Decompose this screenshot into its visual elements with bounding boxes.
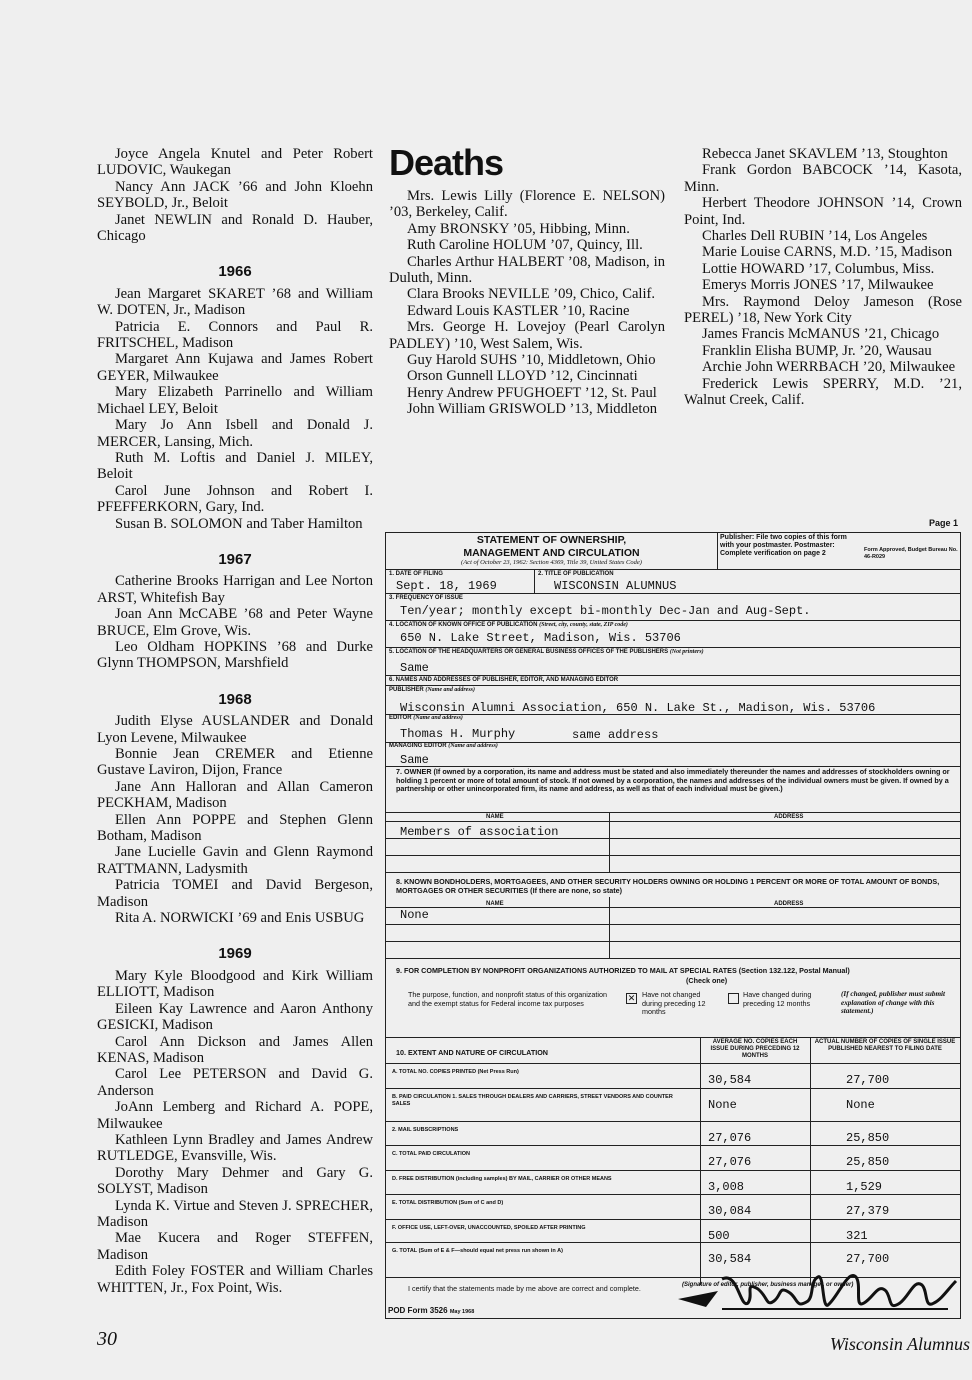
wedding-entry: Mary Jo Ann Isbell and Donald J. MERCER, Lansing, Mich.	[97, 417, 373, 450]
death-entry: Rebecca Janet SKAVLEM ’13, Stoughton	[702, 146, 948, 162]
ownership-statement-form	[385, 532, 961, 1319]
label-circulation: 10. EXTENT AND NATURE OF CIRCULATION	[396, 1048, 549, 1057]
death-entry: Charles Arthur HALBERT ’08, Madison, in Duluth, Minn.	[389, 253, 665, 287]
owner-address-header: ADDRESS	[774, 814, 804, 820]
wedding-entry: Ellen Ann POPPE and Stephen Glenn Botham, Madison	[97, 811, 373, 845]
circulation-actual-value: 27,700	[846, 1073, 890, 1087]
circulation-row-label: A. TOTAL NO. COPIES PRINTED (Net Press Run)	[392, 1069, 519, 1075]
signature-label: (Signature of editor, publisher, business manager, or owner)	[682, 1282, 854, 1288]
death-entry: Ruth Caroline HOLUM ’07, Quincy, Ill.	[407, 237, 643, 254]
death-entry: Archie John WERRBACH ’20, Milwaukee	[702, 359, 956, 376]
death-entry: Frank Gordon BABCOCK ’14, Kasota, Minn.	[684, 162, 962, 195]
death-entry: Mrs. George H. Lovejoy (Pearl Carolyn PADLEY) ’10, West Salem, Wis.	[389, 319, 665, 352]
form-page-label: Page 1	[929, 518, 959, 528]
value-office-location: 650 N. Lake Street, Madison, Wis. 53706	[400, 631, 681, 645]
form-act: (Act of October 23, 1962: Section 4369, Title 39, United States Code)	[461, 559, 642, 566]
wedding-entry: Catherine Brooks Harrigan and Lee Norton ARST, Whitefish Bay	[97, 573, 373, 606]
label-date-filing: 1. DATE OF FILING	[389, 571, 443, 577]
publisher-note: Publisher: File two copies of this form with your postmaster. Postmaster: Complete verification on page 2	[720, 534, 847, 557]
wedding-entry: Jean Margaret SKARET ’68 and William W. DOTEN, Jr., Madison	[97, 285, 373, 319]
year-heading-1967: 1967	[218, 550, 252, 568]
circulation-row-label: E. TOTAL DISTRIBUTION (Sum of C and D)	[392, 1200, 504, 1206]
form-header	[386, 533, 718, 570]
label-headquarters: 5. LOCATION OF THE HEADQUARTERS OR GENERAL BUSINESS OFFICES OF THE PUBLISHERS (Not printers)	[389, 649, 704, 655]
wedding-entry: Jane Ann Halloran and Allan Cameron PECKHAM, Madison	[97, 778, 373, 812]
owner-name-header: NAME	[486, 814, 504, 820]
label-publisher: PUBLISHER (Name and address)	[389, 687, 476, 693]
wedding-entry: Joan Ann McCABE ’68 and Peter Wayne BRUCE, Elm Grove, Wis.	[97, 606, 373, 639]
label-not-changed: Have not changed during preceding 12 months	[642, 990, 706, 1016]
value-date-filing: Sept. 18, 1969	[396, 579, 497, 593]
check-one: (Check one)	[686, 976, 728, 985]
label-managing-editor: MANAGING EDITOR (Name and address)	[389, 743, 498, 749]
circulation-avg-value: 30,084	[708, 1204, 752, 1218]
form-title-line2: MANAGEMENT AND CIRCULATION	[463, 547, 640, 559]
value-bondholders: None	[400, 908, 429, 922]
circulation-avg-value: 30,584	[708, 1252, 752, 1266]
death-entry: John William GRISWOLD ’13, Middleton	[407, 401, 658, 418]
actual-copies-header: ACTUAL NUMBER OF COPIES OF SINGLE ISSUE PUBLISHED NEAREST TO FILING DATE	[814, 1039, 956, 1052]
wedding-entry: Bonnie Jean CREMER and Etienne Gustave Laviron, Dijon, France	[97, 746, 373, 779]
form-approved: Form Approved, Budget Bureau No. 46-R029	[864, 547, 958, 560]
death-entry: Amy BRONSKY ’05, Hibbing, Minn.	[407, 220, 630, 237]
death-entry: Emerys Morris JONES ’17, Milwaukee	[702, 277, 934, 294]
wedding-entry: Carol Lee PETERSON and David G. Anderson	[97, 1066, 373, 1099]
circulation-actual-value: 25,850	[846, 1155, 890, 1169]
label-nonprofit: 9. FOR COMPLETION BY NONPROFIT ORGANIZATIONS AUTHORIZED TO MAIL AT SPECIAL RATES (Section 132.122, Postal Manual)	[396, 966, 850, 975]
wedding-entry: Patricia E. Connors and Paul R. FRITSCHEL, Madison	[97, 318, 373, 352]
deaths-column	[389, 142, 665, 418]
signature-image	[678, 1259, 958, 1315]
circulation-actual-value: None	[846, 1098, 875, 1112]
circulation-actual-value: 27,700	[846, 1252, 890, 1266]
bond-address-header: ADDRESS	[774, 901, 804, 907]
wedding-entry: Mae Kucera and Roger STEFFEN, Madison	[97, 1230, 373, 1263]
circulation-row-label: G. TOTAL (Sum of E & F—should equal net press run shown in A)	[392, 1248, 563, 1254]
value-frequency: Ten/year; monthly except bi-monthly Dec-Jan and Aug-Sept.	[400, 604, 811, 618]
circulation-avg-value: 500	[708, 1229, 730, 1243]
death-entry: Charles Dell RUBIN ’14, Los Angeles	[702, 228, 928, 245]
pod-form: POD Form 3526 May 1968	[388, 1306, 475, 1315]
death-entry: Henry Andrew PFUGHOEFT ’12, St. Paul	[407, 384, 657, 401]
avg-copies-header: AVERAGE NO. COPIES EACH ISSUE DURING PRECEDING 12 MONTHS	[710, 1039, 800, 1059]
magazine-title: Wisconsin Alumnus	[829, 1334, 970, 1354]
circulation-avg-value: 27,076	[708, 1131, 752, 1145]
death-entry: Mrs. Lewis Lilly (Florence E. NELSON) ’03, Berkeley, Calif.	[389, 188, 665, 221]
death-entry: Herbert Theodore JOHNSON ’14, Crown Point, Ind.	[684, 195, 962, 228]
checkbox-changed[interactable]	[728, 993, 739, 1004]
death-entry: Clara Brooks NEVILLE ’09, Chico, Calif.	[407, 286, 656, 303]
wedding-entry: Jane Lucielle Gavin and Glenn Raymond RATTMANN, Ladysmith	[97, 844, 373, 877]
circulation-row-label: 2. MAIL SUBSCRIPTIONS	[392, 1127, 459, 1133]
circulation-avg-value: 3,008	[708, 1180, 745, 1194]
weddings-column	[97, 146, 373, 1296]
wedding-entry: Mary Elizabeth Parrinello and William Michael LEY, Beloit	[97, 384, 373, 417]
circulation-avg-value: 27,076	[708, 1155, 752, 1169]
wedding-entry: Ruth M. Loftis and Daniel J. MILEY, Beloit	[97, 449, 373, 483]
label-names-addresses: 6. NAMES AND ADDRESSES OF PUBLISHER, EDITOR, AND MANAGING EDITOR	[389, 677, 619, 683]
wedding-entry: Dorothy Mary Dehmer and Gary G. SOLYST, Madison	[97, 1164, 373, 1198]
death-entry: Mrs. Raymond Deloy Jameson (Rose PEREL) ’18, New York City	[684, 293, 962, 327]
label-changed: Have changed during preceding 12 months	[743, 990, 812, 1008]
page-number: 30	[97, 1328, 117, 1350]
wedding-entry: Patricia TOMEI and David Bergeson, Madison	[97, 877, 373, 910]
circulation-actual-value: 1,529	[846, 1180, 883, 1194]
death-entry: Orson Gunnell LLOYD ’12, Cincinnati	[407, 368, 638, 385]
label-purpose: The purpose, function, and nonprofit status of this organization and the exempt status for Federal income tax purposes	[408, 990, 607, 1008]
value-headquarters: Same	[400, 661, 429, 675]
deaths-column-continued	[684, 146, 962, 409]
value-owner: Members of association	[400, 825, 559, 839]
label-if-changed: (If changed, publisher must submit explanation of change with this statement.)	[841, 990, 946, 1015]
wedding-entry: Rita A. NORWICKI ’69 and Enis USBUG	[115, 910, 365, 927]
label-bondholders: 8. KNOWN BONDHOLDERS, MORTGAGEES, AND OTHER SECURITY HOLDERS OWNING OR HOLDING 1 PERCENT OR MORE OF TOTAL AMOUNT OF BONDS, MORTGAGES OR OTHER SECURITIES (If there are none, so state)	[396, 877, 940, 895]
label-office-location: 4. LOCATION OF KNOWN OFFICE OF PUBLICATION (Street, city, county, state, ZIP code)	[389, 622, 628, 628]
wedding-entry: Susan B. SOLOMON and Taber Hamilton	[115, 515, 363, 532]
death-entry: Lottie HOWARD ’17, Columbus, Miss.	[702, 260, 935, 277]
value-editor-address: same address	[572, 728, 659, 742]
circulation-actual-value: 321	[846, 1229, 868, 1243]
year-heading-1968: 1968	[218, 690, 252, 708]
wedding-entry: Nancy Ann JACK ’66 and John Kloehn SEYBOLD, Jr., Beloit	[97, 178, 373, 212]
year-heading-1966: 1966	[218, 263, 252, 281]
death-entry: James Francis McMANUS ’21, Chicago	[702, 326, 940, 343]
circulation-actual-value: 25,850	[846, 1131, 890, 1145]
death-entry: Edward Louis KASTLER ’10, Racine	[407, 302, 630, 319]
death-entry: Guy Harold SUHS ’10, Middletown, Ohio	[407, 352, 656, 369]
value-publisher: Wisconsin Alumni Association, 650 N. Lake St., Madison, Wis. 53706	[400, 701, 876, 715]
label-title-publication: 2. TITLE OF PUBLICATION	[538, 571, 614, 577]
circulation-row-label: C. TOTAL PAID CIRCULATION	[392, 1151, 471, 1157]
wedding-entry: Kathleen Lynn Bradley and James Andrew RUTLEDGE, Evansville, Wis.	[97, 1131, 373, 1165]
value-editor-name: Thomas H. Murphy	[400, 727, 516, 741]
death-entry: Frederick Lewis SPERRY, M.D. ’21, Walnut Creek, Calif.	[684, 375, 962, 409]
death-entry: Franklin Elisha BUMP, Jr. ’20, Wausau	[702, 342, 932, 359]
wedding-entry: Mary Kyle Bloodgood and Kirk William ELLIOTT, Madison	[97, 967, 373, 1001]
wedding-entry: Carol Ann Dickson and James Allen KENAS, Madison	[97, 1033, 373, 1066]
wedding-entry: Judith Elyse AUSLANDER and Donald Lyon Levene, Milwaukee	[97, 713, 373, 746]
wedding-entry: Leo Oldham HOPKINS ’68 and Durke Glynn THOMPSON, Marshfield	[97, 638, 373, 672]
checkbox-not-changed[interactable]: ✕	[627, 993, 636, 1003]
circulation-row-label: F. OFFICE USE, LEFT-OVER, UNACCOUNTED, SPOILED AFTER PRINTING	[392, 1225, 586, 1231]
form-title-line1: STATEMENT OF OWNERSHIP,	[476, 534, 627, 546]
death-entry: Marie Louise CARNS, M.D. ’15, Madison	[702, 244, 953, 261]
value-title-publication: WISCONSIN ALUMNUS	[554, 579, 677, 593]
certify-text: I certify that the statements made by me above are correct and complete.	[408, 1284, 641, 1293]
value-managing-editor: Same	[400, 753, 429, 767]
year-heading-1969: 1969	[218, 945, 252, 963]
wedding-entry: Edith Foley FOSTER and William Charles WHITTEN, Jr., Fox Point, Wis.	[97, 1263, 373, 1296]
wedding-entry: Lynda K. Virtue and Steven J. SPRECHER, Madison	[97, 1197, 373, 1230]
wedding-entry: JoAnn Lemberg and Richard A. POPE, Milwaukee	[97, 1099, 373, 1132]
bond-name-header: NAME	[486, 901, 504, 907]
label-editor: EDITOR (Name and address)	[389, 715, 463, 721]
wedding-entry: Joyce Angela Knutel and Peter Robert LUDOVIC, Waukegan	[97, 146, 373, 179]
circulation-row-label: D. FREE DISTRIBUTION (including samples) BY MAIL, CARRIER OR OTHER MEANS	[392, 1176, 612, 1182]
wedding-entry: Carol June Johnson and Robert I. PFEFFERKORN, Gary, Ind.	[97, 482, 373, 516]
wedding-entry: Janet NEWLIN and Ronald D. Hauber, Chicago	[97, 211, 373, 245]
wedding-entry: Eileen Kay Lawrence and Aaron Anthony GESICKI, Madison	[97, 1000, 373, 1034]
label-owner: 7. OWNER (If owned by a corporation, its name and address must be stated and also immediately thereunder the names and addresses of stockholders owning or holding 1 percent or more of total amount of stock. If not owned by a corporation, the names and addresses of the individual owners must be given. If owned by a partnership or other unincorporated firm, its name and address, as well as that of each individual must be given.)	[396, 767, 950, 793]
label-frequency: 3. FREQUENCY OF ISSUE	[389, 595, 463, 601]
deaths-title: Deaths	[389, 142, 504, 183]
circulation-actual-value: 27,379	[846, 1204, 890, 1218]
circulation-row-label: B. PAID CIRCULATION 1. SALES THROUGH DEALERS AND CARRIERS, STREET VENDORS AND COUNTER SALES	[392, 1094, 673, 1107]
circulation-avg-value: None	[708, 1098, 737, 1112]
circulation-avg-value: 30,584	[708, 1073, 752, 1087]
wedding-entry: Margaret Ann Kujawa and James Robert GEYER, Milwaukee	[97, 351, 373, 384]
